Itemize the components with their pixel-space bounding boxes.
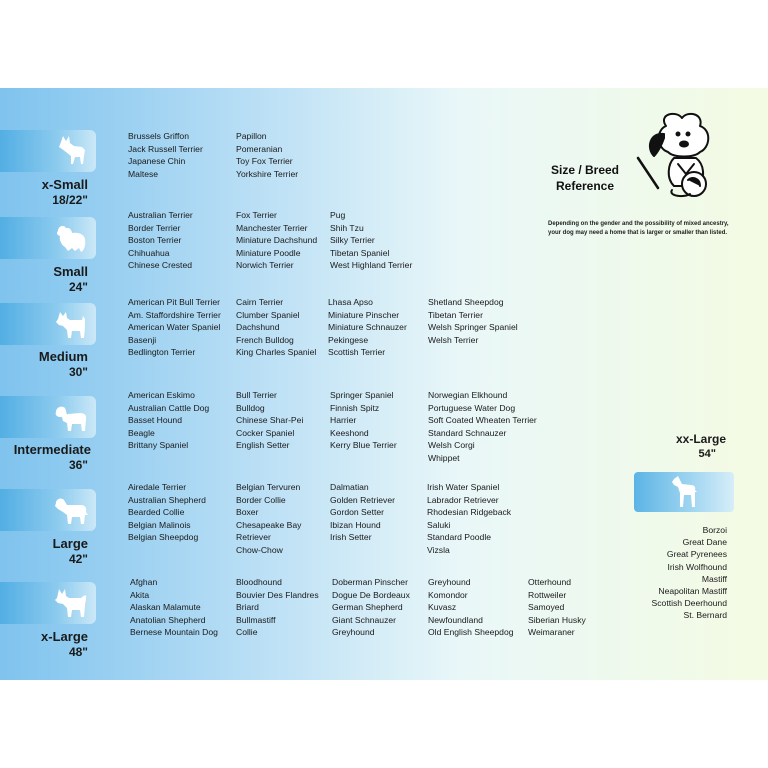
breed-name: Mastiff xyxy=(701,573,727,584)
breed-name: Alaskan Malamute xyxy=(130,602,201,613)
breed-name: Collie xyxy=(236,627,258,638)
breed-name: Beagle xyxy=(128,427,155,438)
size-inches-medium: 30ʺ xyxy=(68,365,88,379)
breed-name: Bouvier Des Flandres xyxy=(236,589,319,600)
breed-name: Greyhound xyxy=(332,627,375,638)
breed-list-intermediate-col1 xyxy=(128,389,209,452)
breed-name: Kerry Blue Terrier xyxy=(330,440,397,451)
breed-name: Standard Schnauzer xyxy=(428,427,507,438)
breed-name: Brittany Spaniel xyxy=(128,440,189,451)
size-breed-chart xyxy=(0,88,768,680)
breed-name: Shih Tzu xyxy=(330,222,364,233)
breed-name: Norwich Terrier xyxy=(236,260,294,271)
breed-name: Bloodhound xyxy=(236,577,282,587)
breed-name: Labrador Retriever xyxy=(427,494,499,505)
breed-list-intermediate-col2 xyxy=(236,389,303,452)
breed-name: Miniature Schnauzer xyxy=(328,322,407,333)
breed-name: English Setter xyxy=(236,440,290,451)
breed-list-small-col2 xyxy=(236,209,317,272)
breed-name: Harrier xyxy=(330,415,357,426)
breed-list-large-col3 xyxy=(330,481,395,544)
breed-list-small-col3 xyxy=(330,209,412,272)
breed-name: Japanese Chin xyxy=(128,156,186,167)
breed-list-xlarge-col2 xyxy=(236,576,319,639)
breed-name: Manchester Terrier xyxy=(236,222,308,233)
breed-name: Soft Coated Wheaten Terrier xyxy=(428,415,537,426)
breed-name: Border Terrier xyxy=(128,222,181,233)
breed-name: Rhodesian Ridgeback xyxy=(427,507,512,518)
size-inches-xxlarge: 54ʺ xyxy=(698,448,716,460)
breed-list-medium-col4 xyxy=(428,296,518,346)
size-note-line2: your dog may need a home that is larger or smaller than listed. xyxy=(548,230,728,236)
size-name-large: Large xyxy=(52,536,88,551)
retriever-icon xyxy=(50,493,90,527)
chihuahua-icon xyxy=(50,134,90,168)
breed-name: Saluki xyxy=(427,519,451,530)
breed-name: Chinese Shar-Pei xyxy=(236,415,304,426)
breed-name: Lhasa Apso xyxy=(328,297,373,307)
breed-name: Irish Setter xyxy=(330,532,372,543)
size-note xyxy=(548,220,748,238)
breed-name: Komondor xyxy=(428,589,468,600)
size-inches-xlarge: 48ʺ xyxy=(68,645,88,659)
breed-name: Anatolian Shepherd xyxy=(130,614,206,625)
size-name-xxlarge: xx-Large xyxy=(675,432,726,446)
breed-name: Great Dane xyxy=(682,537,727,548)
size-name-xsmall: x-Small xyxy=(41,177,88,192)
size-inches-small: 24ʺ xyxy=(68,280,88,294)
breed-list-medium-col1 xyxy=(128,296,221,359)
breed-name: Am. Staffordshire Terrier xyxy=(128,309,221,320)
breed-name: Scottish Deerhound xyxy=(651,598,727,609)
breed-name: Tibetan Terrier xyxy=(428,309,483,320)
breed-name: Pug xyxy=(330,210,346,220)
mascot-dog-icon xyxy=(628,108,724,208)
breed-name: Afghan xyxy=(130,577,158,587)
breed-name: Australian Cattle Dog xyxy=(128,402,210,413)
breed-name: Dalmatian xyxy=(330,482,369,492)
breed-name: Boxer xyxy=(236,507,259,518)
maltese-icon xyxy=(50,221,90,255)
breed-name: Kuvasz xyxy=(428,602,457,613)
size-tab-medium xyxy=(0,303,96,345)
breed-name: German Shepherd xyxy=(332,602,403,613)
size-tab-xlarge xyxy=(0,582,96,624)
breed-name: Belgian Malinois xyxy=(128,519,191,530)
size-tab-xxlarge xyxy=(634,472,734,512)
breed-name: Belgian Sheepdog xyxy=(128,532,199,543)
breed-name: American Water Spaniel xyxy=(128,322,221,333)
breed-name: Retriever xyxy=(236,532,271,543)
breed-name: Welsh Terrier xyxy=(428,334,479,345)
breed-name: French Bulldog xyxy=(236,334,294,345)
breed-name: Bearded Collie xyxy=(128,507,185,518)
breed-name: Newfoundland xyxy=(428,614,483,625)
breed-name: Rottweiler xyxy=(528,589,567,600)
breed-name: Boston Terrier xyxy=(128,235,182,246)
breed-name: Otterhound xyxy=(528,577,571,587)
breed-name: Gordon Setter xyxy=(330,507,384,518)
breed-list-xlarge-col4 xyxy=(428,576,514,639)
breed-name: West Highland Terrier xyxy=(330,260,413,271)
breed-name: Miniature Poodle xyxy=(236,247,301,258)
breed-name: Tibetan Spaniel xyxy=(330,247,390,258)
breed-name: Norwegian Elkhound xyxy=(428,390,508,400)
breed-list-large-col4 xyxy=(427,481,511,557)
breed-name: Basenji xyxy=(128,334,157,345)
breed-name: Old English Sheepdog xyxy=(428,627,514,638)
breed-name: Border Collie xyxy=(236,494,286,505)
breed-name: Finnish Spitz xyxy=(330,402,380,413)
size-name-xlarge: x-Large xyxy=(41,629,88,644)
breed-name: Brussels Griffon xyxy=(128,131,189,141)
breed-name: Vizsla xyxy=(427,544,450,555)
breed-list-xsmall-col2 xyxy=(236,130,298,180)
terrier-icon xyxy=(50,307,90,341)
spaniel-icon xyxy=(50,400,90,434)
breed-name: Weimaraner xyxy=(528,627,575,638)
breed-list-xxlarge xyxy=(600,524,727,622)
breed-name: Great Pyrenees xyxy=(666,549,727,560)
size-tab-small xyxy=(0,217,96,259)
breed-list-small-col1 xyxy=(128,209,193,272)
breed-list-large-col1 xyxy=(128,481,206,544)
breed-name: Akita xyxy=(130,589,150,600)
breed-name: Springer Spaniel xyxy=(330,390,394,400)
breed-name: Borzoi xyxy=(702,525,727,535)
size-inches-intermediate: 36ʺ xyxy=(68,458,88,472)
breed-name: Chow-Chow xyxy=(236,544,283,555)
size-tab-intermediate xyxy=(0,396,96,438)
breed-list-xsmall-col1 xyxy=(128,130,203,180)
breed-name: Silky Terrier xyxy=(330,235,375,246)
size-tab-large xyxy=(0,489,96,531)
breed-name: Ibizan Hound xyxy=(330,519,381,530)
size-name-small: Small xyxy=(53,264,88,279)
breed-name: Scottish Terrier xyxy=(328,347,386,358)
size-inches-xsmall: 18/22ʺ xyxy=(52,193,88,207)
size-note-line1: Depending on the gender and the possibility of mixed ancestry, xyxy=(548,221,729,227)
breed-name: Fox Terrier xyxy=(236,210,277,220)
breed-name: Standard Poodle xyxy=(427,532,492,543)
breed-name: Chesapeake Bay xyxy=(236,519,302,530)
breed-name: Bullmastiff xyxy=(236,614,276,625)
breed-list-medium-col3 xyxy=(328,296,407,359)
breed-name: Bedlington Terrier xyxy=(128,347,196,358)
breed-name: Cocker Spaniel xyxy=(236,427,295,438)
breed-list-intermediate-col4 xyxy=(428,389,537,465)
breed-name: Bernese Mountain Dog xyxy=(130,627,218,638)
breed-name: St. Bernard xyxy=(683,610,727,621)
breed-name: Yorkshire Terrier xyxy=(236,168,299,179)
breed-name: Siberian Husky xyxy=(528,614,586,625)
breed-name: Cairn Terrier xyxy=(236,297,284,307)
breed-name: Portuguese Water Dog xyxy=(428,402,516,413)
breed-name: American Pit Bull Terrier xyxy=(128,297,221,307)
great-dane-icon xyxy=(670,475,700,509)
breed-name: Jack Russell Terrier xyxy=(128,143,203,154)
breed-name: Chihuahua xyxy=(128,247,170,258)
breed-name: Miniature Dachshund xyxy=(236,235,318,246)
breed-name: Pekingese xyxy=(328,334,369,345)
breed-name: Airedale Terrier xyxy=(128,482,187,492)
breed-name: Greyhound xyxy=(428,577,471,587)
breed-name: Dogue De Bordeaux xyxy=(332,589,410,600)
breed-name: King Charles Spaniel xyxy=(236,347,317,358)
breed-name: Welsh Corgi xyxy=(428,440,475,451)
breed-name: Whippet xyxy=(428,452,460,463)
husky-icon xyxy=(50,586,90,620)
breed-name: Belgian Tervuren xyxy=(236,482,301,492)
breed-name: Welsh Springer Spaniel xyxy=(428,322,518,333)
breed-name: Shetland Sheepdog xyxy=(428,297,504,307)
breed-name: Giant Schnauzer xyxy=(332,614,397,625)
breed-name: American Eskimo xyxy=(128,390,195,400)
breed-name: Australian Terrier xyxy=(128,210,193,220)
breed-name: Dachshund xyxy=(236,322,280,333)
breed-list-intermediate-col3 xyxy=(330,389,397,452)
breed-name: Irish Wolfhound xyxy=(667,561,727,572)
breed-name: Bulldog xyxy=(236,402,265,413)
breed-name: Golden Retriever xyxy=(330,494,395,505)
breed-name: Doberman Pinscher xyxy=(332,577,408,587)
breed-name: Irish Water Spaniel xyxy=(427,482,500,492)
breed-name: Neapolitan Mastiff xyxy=(658,585,727,596)
breed-list-xlarge-col1 xyxy=(130,576,218,639)
breed-name: Briard xyxy=(236,602,259,613)
breed-name: Basset Hound xyxy=(128,415,182,426)
breed-name: Clumber Spaniel xyxy=(236,309,300,320)
breed-name: Bull Terrier xyxy=(236,390,277,400)
breed-list-large-col2 xyxy=(236,481,301,557)
breed-name: Samoyed xyxy=(528,602,565,613)
breed-name: Pomeranian xyxy=(236,143,283,154)
size-name-medium: Medium xyxy=(38,349,88,364)
breed-name: Chinese Crested xyxy=(128,260,193,271)
breed-list-xlarge-col3 xyxy=(332,576,410,639)
breed-name: Keeshond xyxy=(330,427,369,438)
size-name-intermediate: Intermediate xyxy=(13,442,91,457)
breed-name: Australian Shepherd xyxy=(128,494,206,505)
breed-name: Toy Fox Terrier xyxy=(236,156,293,167)
breed-name: Papillon xyxy=(236,131,267,141)
chart-title-line1: Size / Breed xyxy=(550,163,620,177)
chart-title xyxy=(530,162,640,194)
breed-list-xlarge-col5 xyxy=(528,576,586,639)
chart-title-line2: Reference xyxy=(555,179,615,193)
breed-name: Maltese xyxy=(128,168,159,179)
size-tab-xsmall xyxy=(0,130,96,172)
breed-name: Miniature Pinscher xyxy=(328,309,400,320)
breed-list-medium-col2 xyxy=(236,296,316,359)
size-inches-large: 42ʺ xyxy=(68,552,88,566)
